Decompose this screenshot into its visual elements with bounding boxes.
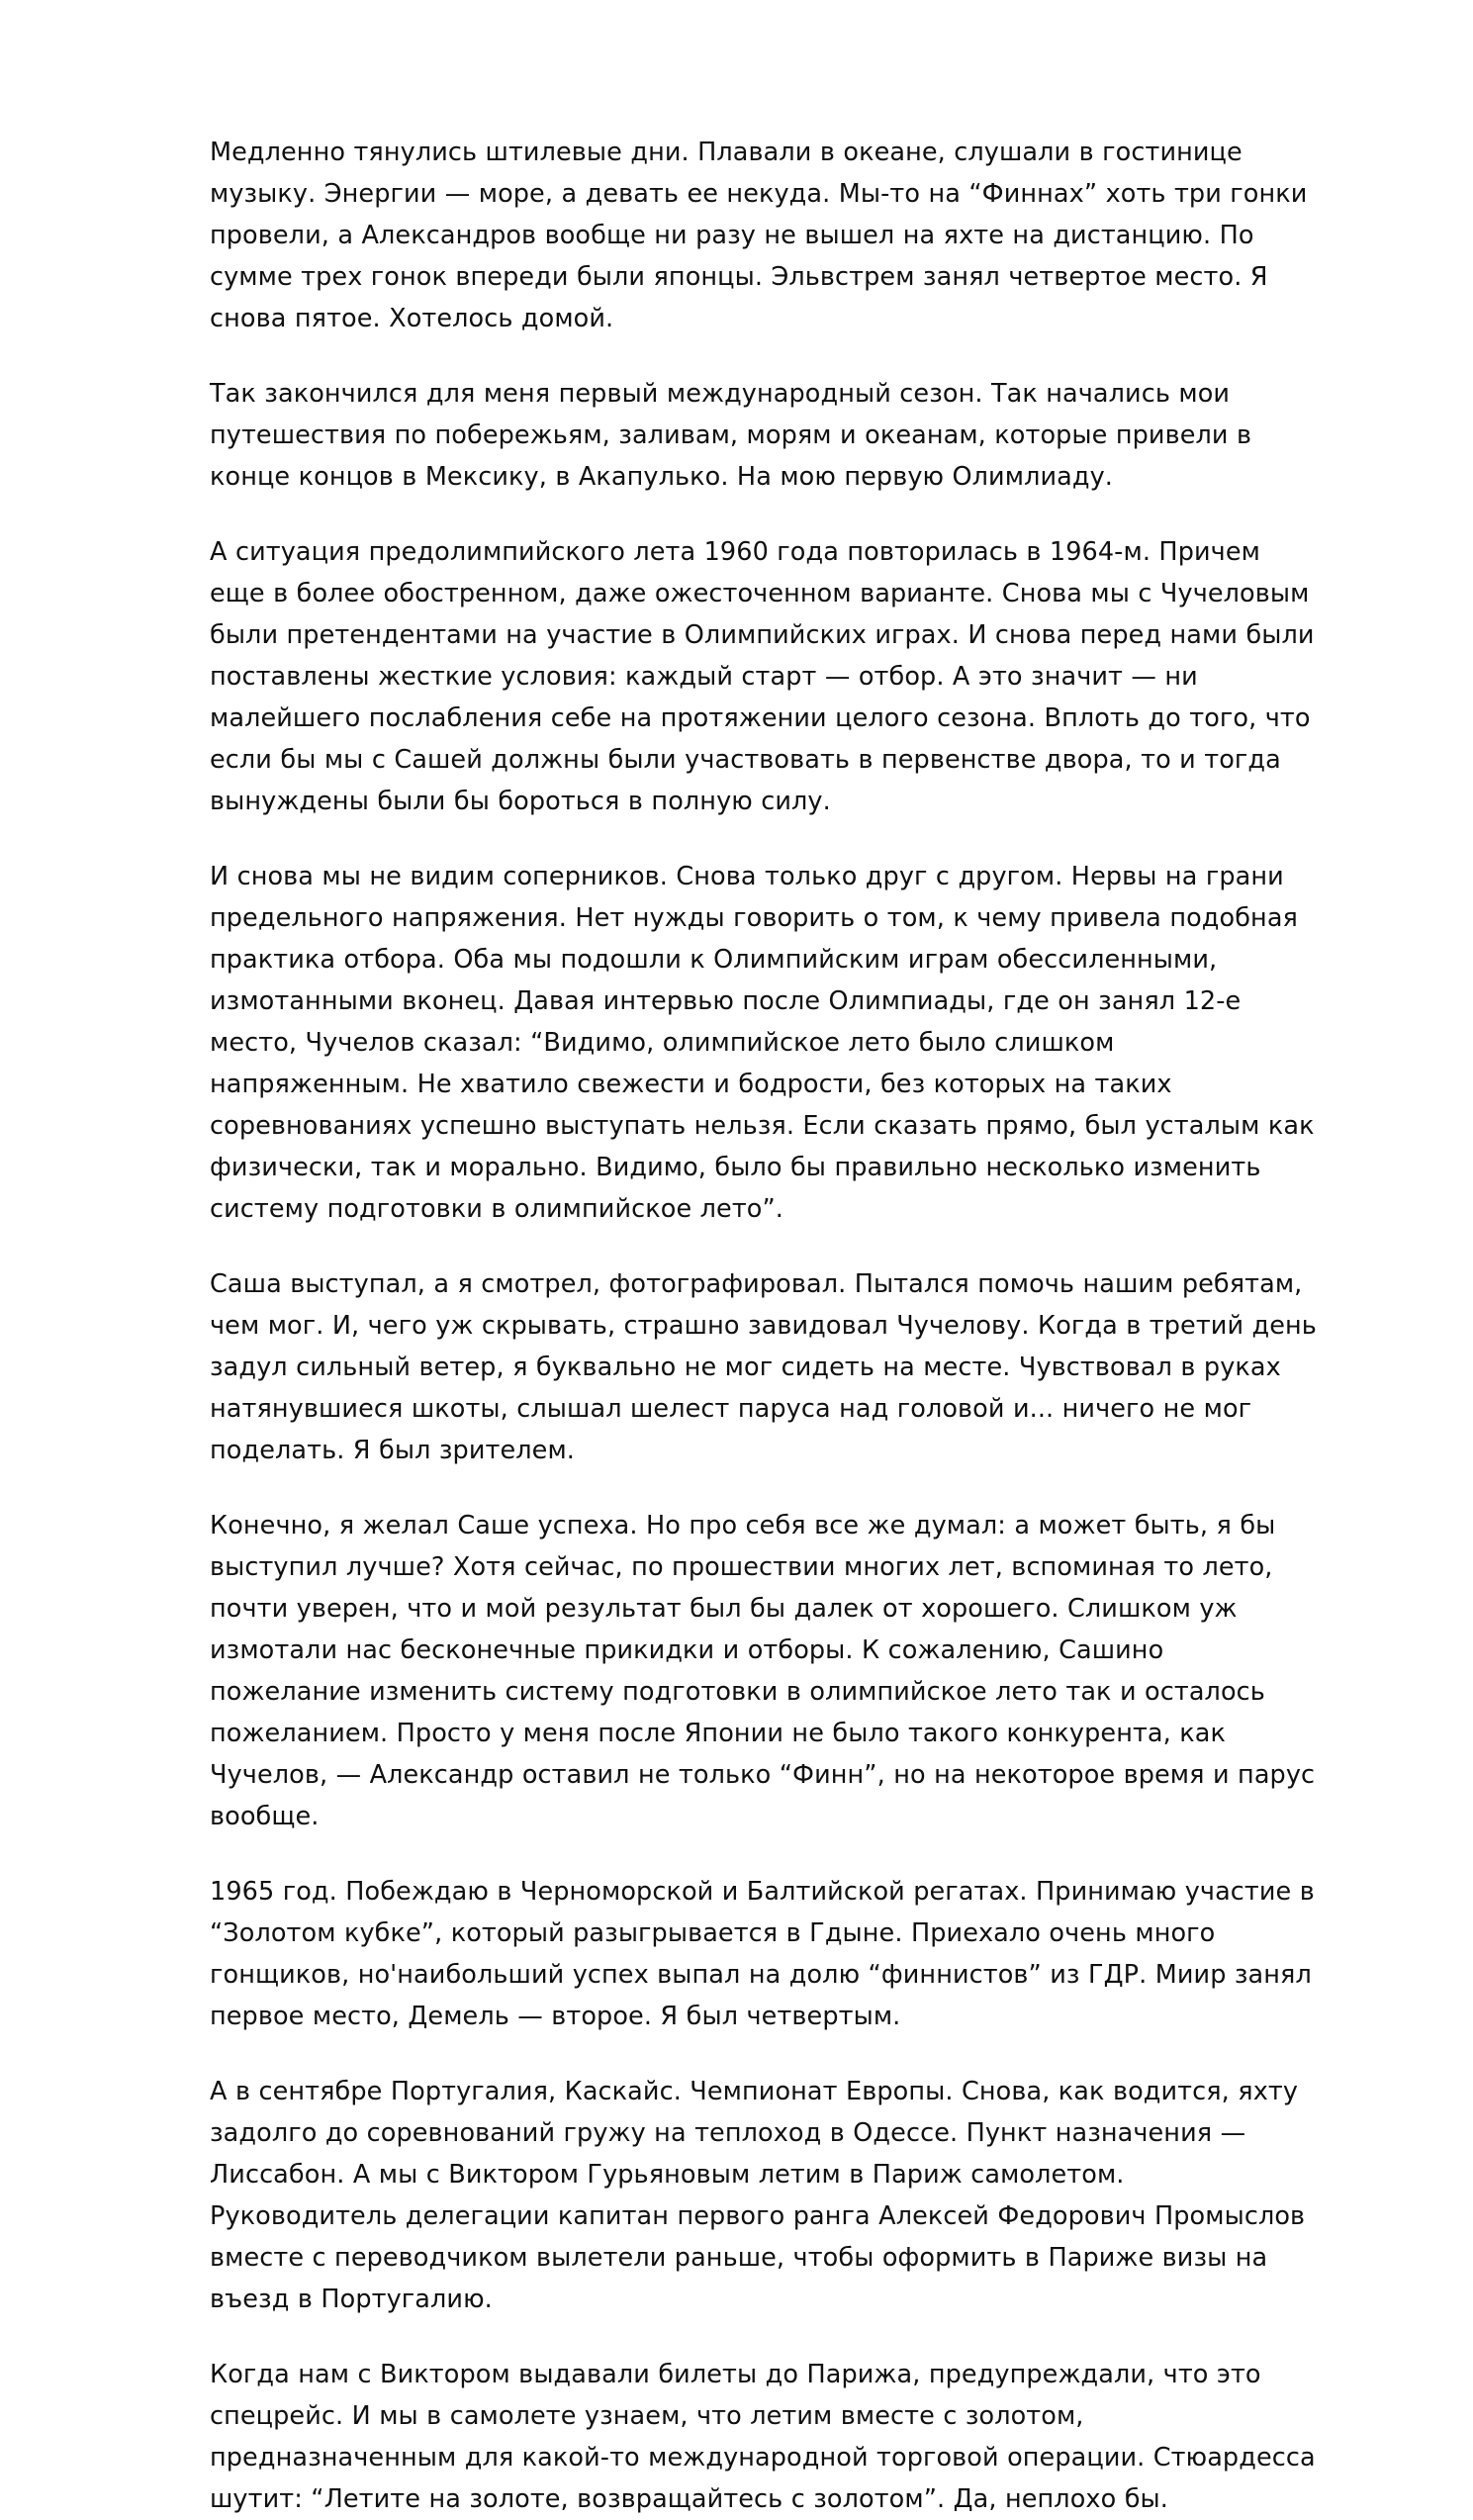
paragraph: А в сентябре Португалия, Каскайс. Чемпионат Европы. Снова, как водится, яхту задолго до соревнований гружу на теплоход в Одессе. Пункт назначения — Лиссабон. А мы с Виктором Гурьяновым летим в Париж самолетом. Руководитель делегации капитан первого ранга Алексей Федорович Промыслов вместе с переводчиком вылетели раньше, чтобы оформить в Париже визы на въезд в Португалию. [210,2077,1306,2314]
body-text-column [210,132,1318,2520]
paragraph: Когда нам с Виктором выдавали билеты до Парижа, предупреждали, что это спецрейс. И мы в самолете узнаем, что летим вместе с золотом, предназначенным для какой-то международной торговой операции. Стюардесса шутит: “Летите на золоте, возвращайтесь с золотом”. Да, неплохо бы. [210,2360,1316,2514]
paragraph: И снова мы не видим соперников. Снова только друг с другом. Нервы на грани предельного напряжения. Нет нужды говорить о том, к чему привела подобная практика отбора. Оба мы подошли к Олимпийским играм обессиленными, измотанными вконец. Давая интервью после Олимпиады, где он занял 12-е место, Чучелов сказал: “Видимо, олимпийское лето было слишком напряженным. Не хватило свежести и бодрости, без которых на таких соревнованиях успешно выступать нельзя. Если сказать прямо, был усталым как физически, так и морально. Видимо, было бы правильно несколько изменить систему подготовки в олимпийское лето”. [210,862,1315,1224]
paragraph: Медленно тянулись штилевые дни. Плавали в океане, слушали в гостинице музыку. Энергии — море, а девать ее некуда. Мы-то на “Финнах” хоть три гонки провели, а Александров вообще ни разу не вышел на яхте на дистанцию. По сумме трех гонок впереди были японцы. Эльвстрем занял четвертое место. Я снова пятое. Хотелось домой. [210,138,1308,333]
paragraph: 1965 год. Побеждаю в Черноморской и Балтийской регатах. Принимаю участие в “Золотом кубке”, который разыгрывается в Гдыне. Приехало очень много гонщиков, но'наибольший успех выпал на долю “финнистов” из ГДР. Миир занял первое место, Демель — второе. Я был четвертым. [210,1877,1315,2031]
paragraph: Так закончился для меня первый международный сезон. Так начались мои путешествия по побережьям, заливам, морям и океанам, которые привели в конце концов в Мексику, в Акапулько. На мою первую Олимлиаду. [210,379,1252,492]
paragraph: А ситуация предолимпийского лета 1960 года повторилась в 1964-м. Причем еще в более обостренном, даже ожесточенном варианте. Снова мы с Чучеловым были претендентами на участие в Олимпийских играх. И снова перед нами были поставлены жесткие условия: каждый старт — отбор. А это значит — ни малейшего послабления себе на протяжении целого сезона. Вплоть до того, что если бы мы с Сашей должны были участвовать в первенстве двора, то и тогда вынуждены были бы бороться в полную силу. [210,537,1315,816]
paragraph: Саша выступал, а я смотрел, фотографировал. Пытался помочь нашим ребятам, чем мог. И, чего уж скрывать, страшно завидовал Чучелову. Когда в третий день задул сильный ветер, я буквально не мог сидеть на месте. Чувствовал в руках натянувшиеся шкоты, слышал шелест паруса над головой и... ничего не мог поделать. Я был зрителем. [210,1269,1317,1465]
paragraph: Конечно, я желал Саше успеха. Но про себя все же думал: а может быть, я бы выступил лучше? Хотя сейчас, по прошествии многих лет, вспоминая то лето, почти уверен, что и мой результат был бы далек от хорошего. Слишком уж измотали нас бесконечные прикидки и отборы. К сожалению, Сашино пожелание изменить систему подготовки в олимпийское лето так и осталось пожеланием. Просто у меня после Японии не было такого конкурента, как Чучелов, — Александр оставил не только “Финн”, но на некоторое время и парус вообще. [210,1511,1316,1831]
